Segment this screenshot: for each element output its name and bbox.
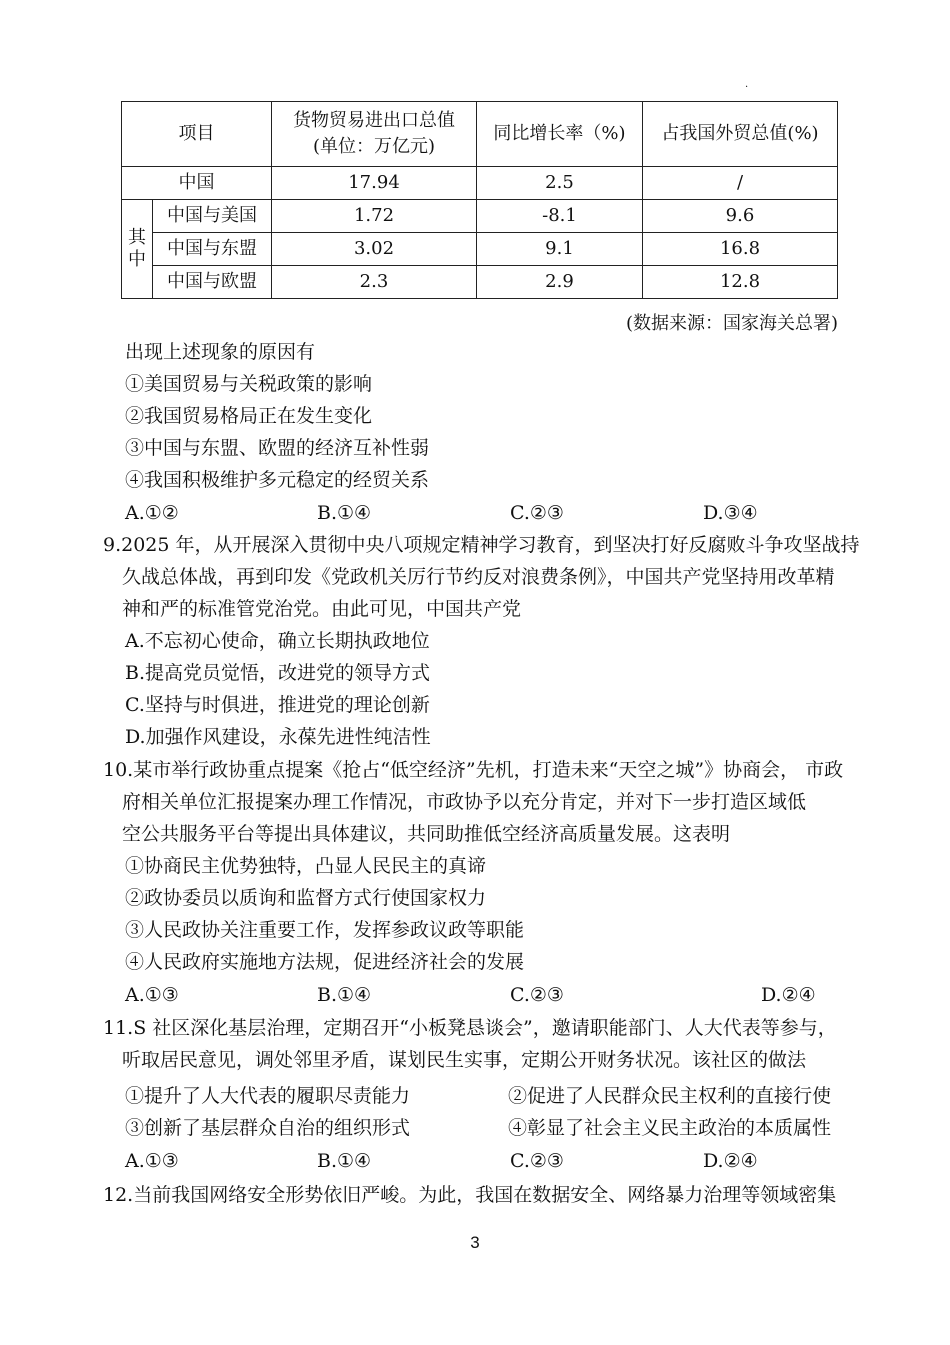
q10-stem-line-3: 空公共服务平台等提出具体建议，共同助推低空经济高质量发展。这表明 <box>122 823 731 845</box>
q8-item-1: ①美国贸易与关税政策的影响 <box>125 373 373 395</box>
q10-item-2: ②政协委员以质询和监督方式行使国家权力 <box>125 887 487 909</box>
q10-item-1: ①协商民主优势独特，凸显人民民主的真谛 <box>125 855 487 877</box>
q11-item-3: ③创新了基层群众自治的组织形式 <box>125 1117 411 1139</box>
row-growth: -8.1 <box>477 200 643 233</box>
q10-options <box>125 983 825 1007</box>
q11-stem-line-1: 11.S 社区深化基层治理，定期召开“小板凳恳谈会”，邀请职能部门、人大代表等参与， <box>103 1017 837 1039</box>
row-value: 1.72 <box>272 200 477 233</box>
table-row <box>122 200 838 233</box>
q8-option-a[interactable]: A.①② <box>125 502 179 524</box>
q8-option-d[interactable]: D.③④ <box>703 502 758 524</box>
page-number: 3 <box>470 1233 480 1252</box>
q11-item-2: ②促进了人民群众民主权利的直接行使 <box>508 1085 832 1107</box>
trade-table <box>121 101 838 299</box>
table-header-row <box>122 102 838 167</box>
row-share: / <box>643 167 838 200</box>
row-share: 12.8 <box>643 266 838 299</box>
q10-stem-line-1: 10.某市举行政协重点提案《抢占“低空经济”先机，打造未来“天空之城”》协商会， 市政 <box>103 759 844 781</box>
q9-stem-line-3: 神和严的标准管党治党。由此可见，中国共产党 <box>122 598 522 620</box>
q8-option-b[interactable]: B.①④ <box>317 502 372 524</box>
q10-option-c[interactable]: C.②③ <box>510 984 564 1006</box>
row-label: 中国与东盟 <box>153 233 272 266</box>
row-label: 中国 <box>122 167 272 200</box>
q10-item-4: ④人民政府实施地方法规，促进经济社会的发展 <box>125 951 525 973</box>
q8-item-3: ③中国与东盟、欧盟的经济互补性弱 <box>125 437 430 459</box>
row-growth: 2.5 <box>477 167 643 200</box>
q8-options <box>125 501 825 525</box>
row-share: 9.6 <box>643 200 838 233</box>
header-value: 货物贸易进出口总值 (单位：万亿元) <box>272 102 477 167</box>
q9-option-b[interactable]: B.提高党员觉悟，改进党的领导方式 <box>125 662 431 684</box>
row-share: 16.8 <box>643 233 838 266</box>
row-growth: 9.1 <box>477 233 643 266</box>
q11-option-d[interactable]: D.②④ <box>703 1150 758 1172</box>
table-row <box>122 167 838 200</box>
q8-item-4: ④我国积极维护多元稳定的经贸关系 <box>125 469 430 491</box>
row-label: 中国与美国 <box>153 200 272 233</box>
q12-stem-line-1: 12.当前我国网络安全形势依旧严峻。为此，我国在数据安全、网络暴力治理等领域密集 <box>103 1184 837 1206</box>
q11-option-a[interactable]: A.①③ <box>125 1150 179 1172</box>
q11-stem-line-2: 听取居民意见，调处邻里矛盾，谋划民生实事，定期公开财务状况。该社区的做法 <box>122 1049 807 1071</box>
table-row <box>122 266 838 299</box>
q10-stem-line-2: 府相关单位汇报提案办理工作情况，市政协予以充分肯定，并对下一步打造区域低 <box>122 791 807 813</box>
row-value: 17.94 <box>272 167 477 200</box>
q9-stem-line-1: 9.2025 年，从开展深入贯彻中央八项规定精神学习教育，到坚决打好反腐败斗争攻坚战持 <box>103 534 860 556</box>
header-item: 项目 <box>122 102 272 167</box>
q8-option-c[interactable]: C.②③ <box>510 502 564 524</box>
q11-option-c[interactable]: C.②③ <box>510 1150 564 1172</box>
q9-option-d[interactable]: D.加强作风建设，永葆先进性纯洁性 <box>125 726 431 748</box>
header-share: 占我国外贸总值(%) <box>643 102 838 167</box>
table-row <box>122 233 838 266</box>
q11-item-4: ④彰显了社会主义民主政治的本质属性 <box>508 1117 832 1139</box>
row-value: 2.3 <box>272 266 477 299</box>
q10-option-d[interactable]: D.②④ <box>761 984 816 1006</box>
q8-stem: 出现上述现象的原因有 <box>125 341 316 363</box>
q11-item-1: ①提升了人大代表的履职尽责能力 <box>125 1085 411 1107</box>
row-growth: 2.9 <box>477 266 643 299</box>
q11-options <box>125 1149 825 1173</box>
header-growth: 同比增长率（%) <box>477 102 643 167</box>
q9-option-c[interactable]: C.坚持与时俱进，推进党的理论创新 <box>125 694 430 716</box>
q8-item-2: ②我国贸易格局正在发生变化 <box>125 405 373 427</box>
q11-option-b[interactable]: B.①④ <box>317 1150 372 1172</box>
stray-dot: . <box>745 79 749 90</box>
q9-option-a[interactable]: A.不忘初心使命，确立长期执政地位 <box>125 630 430 652</box>
row-label: 中国与欧盟 <box>153 266 272 299</box>
q10-item-3: ③人民政协关注重要工作，发挥参政议政等职能 <box>125 919 525 941</box>
data-source-note: (数据来源：国家海关总署) <box>625 313 838 334</box>
q10-option-a[interactable]: A.①③ <box>125 984 179 1006</box>
q10-option-b[interactable]: B.①④ <box>317 984 372 1006</box>
row-value: 3.02 <box>272 233 477 266</box>
group-label: 其 中 <box>122 200 153 299</box>
q9-stem-line-2: 久战总体战，再到印发《党政机关厉行节约反对浪费条例》，中国共产党坚持用改革精 <box>122 566 835 588</box>
